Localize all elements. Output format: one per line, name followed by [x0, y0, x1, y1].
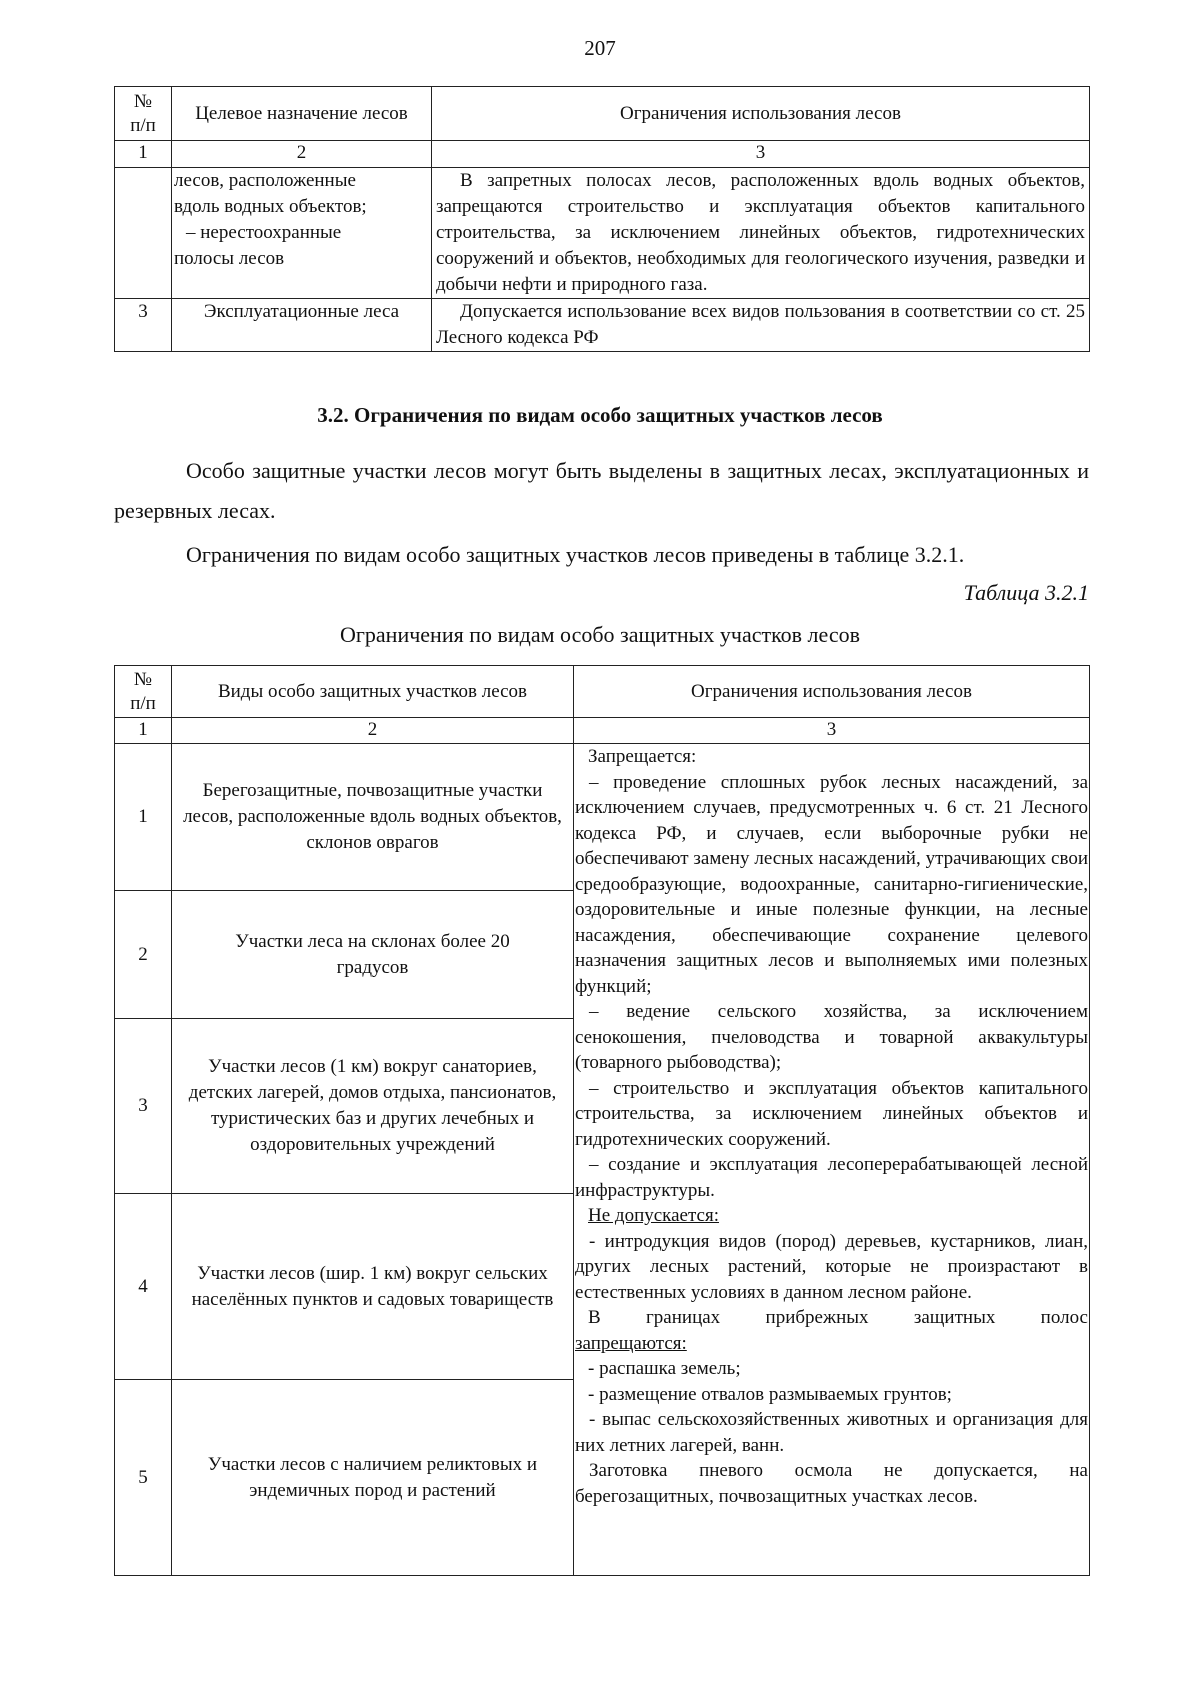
index-cell: 1	[115, 718, 172, 744]
purpose-line: лесов, расположенные	[174, 170, 356, 191]
row-restriction: В запретных полосах лесов, расположенных вдоль водных объектов, запрещаются строительство и эксплуатация объектов капитального строительства, за исключением линейных объектов, гидротехнических сооружений и объектов, необходимых для геологического изучения, разведки и добычи нефти и природного газа.	[432, 168, 1090, 299]
row-number: 4	[115, 1194, 172, 1380]
header-number: № п/п	[115, 666, 172, 718]
coastal-item: - распашка земель;	[588, 1358, 741, 1379]
table-row	[115, 168, 1090, 299]
row-restriction: Допускается использование всех видов пользования в соответствии со ст. 25 Лесного кодекса РФ	[432, 299, 1090, 352]
forbidden-title: Запрещается:	[588, 746, 697, 767]
page-number: 207	[584, 36, 616, 60]
closing-note: Заготовка пневого осмола не допускается, на берегозащитных, почвозащитных участках лесов.	[575, 1460, 1088, 1507]
row-number: 1	[115, 744, 172, 891]
table-row	[115, 744, 1090, 891]
paragraph: Ограничения по видам особо защитных участков лесов приведены в таблице 3.2.1.	[186, 542, 965, 567]
index-cell: 2	[172, 718, 574, 744]
table-row	[115, 299, 1090, 352]
index-cell: 2	[172, 141, 432, 168]
purpose-line: – нерестоохранные	[186, 222, 342, 243]
coastal-intro: В границах прибрежных защитных полос	[588, 1307, 1088, 1328]
forbidden-item: – создание и эксплуатация лесоперерабатывающей лесной инфраструктуры.	[575, 1154, 1088, 1201]
header-restrictions: Ограничения использования лесов	[432, 87, 1090, 141]
section-title: 3.2. Ограничения по видам особо защитных участков лесов	[317, 403, 883, 427]
index-cell: 3	[574, 718, 1090, 744]
forbidden-item: – строительство и эксплуатация объектов капитального строительства, за исключением линейных объектов и гидротехнических сооружений.	[575, 1077, 1088, 1150]
row-purpose	[172, 299, 432, 352]
header-area-type: Виды особо защитных участков лесов	[172, 666, 574, 718]
restrictions-cell	[574, 744, 1090, 1576]
forest-purpose-table	[114, 86, 1090, 352]
forbidden-item: – ведение сельского хозяйства, за исключением сенокошения, пчеловодства и товарной аквакультуры (товарного рыбоводства);	[575, 1001, 1088, 1073]
row-area-type: Участки лесов (шир. 1 км) вокруг сельских населённых пунктов и садовых товариществ	[172, 1194, 574, 1380]
protected-areas-table	[114, 665, 1090, 1576]
purpose-line: полосы лесов	[174, 248, 285, 269]
row-number: 3	[115, 299, 172, 352]
row-area-type: Участки леса на склонах более 20 градусов	[172, 891, 574, 1019]
column-index-row	[115, 718, 1090, 744]
row-number	[115, 168, 172, 299]
row-number: 3	[115, 1019, 172, 1194]
index-cell: 3	[432, 141, 1090, 168]
row-number: 5	[115, 1380, 172, 1576]
forbidden-item: – проведение сплошных рубок лесных насаждений, за исключением случаев, предусмотренных ч. 6 ст. 21 Лесного кодекса РФ, и случаев, если выборочные рубки не обеспечивают замену лесных насаждений, утрачивающих свои средообразующие, водоохранные, санитарно-гигиенические, оздоровительные и иные полезные функции, на лесные насаждения, обеспечивающие сохранение целевого назначения защитных лесов и выполняемых ими полезных функций;	[575, 771, 1088, 997]
paragraph: Особо защитные участки лесов могут быть выделены в защитных лесах, эксплуатационных и резервных лесах.	[114, 458, 1089, 523]
purpose-line: вдоль водных объектов;	[174, 196, 367, 217]
table-label: Таблица 3.2.1	[963, 580, 1089, 605]
purpose-line: Эксплуатационные леса	[203, 301, 400, 322]
coastal-title: запрещаются:	[575, 1332, 687, 1354]
not-allowed-item: - интродукция видов (пород) деревьев, кустарников, лиан, других лесных растений, которые не произрастают в естественных условиях в данном лесном районе.	[575, 1230, 1088, 1303]
coastal-item: - размещение отвалов размываемых грунтов;	[588, 1383, 952, 1405]
coastal-item: - выпас сельскохозяйственных животных и организация для них летних лагерей, ванн.	[575, 1409, 1088, 1456]
table-title: Ограничения по видам особо защитных участков лесов	[340, 622, 860, 647]
table-header-row	[115, 666, 1090, 718]
row-area-type: Участки лесов с наличием реликтовых и эндемичных пород и растений	[172, 1380, 574, 1576]
index-cell: 1	[115, 141, 172, 168]
header-restrictions: Ограничения использования лесов	[574, 666, 1090, 718]
table-header-row	[115, 87, 1090, 141]
column-index-row	[115, 141, 1090, 168]
row-area-type: Берегозащитные, почвозащитные участки лесов, расположенные вдоль водных объектов, склонов оврагов	[172, 744, 574, 891]
header-number: № п/п	[115, 87, 172, 141]
row-area-type: Участки лесов (1 км) вокруг санаториев, детских лагерей, домов отдыха, пансионатов, туристических баз и других лечебных и оздоровительных учреждений	[172, 1019, 574, 1194]
row-purpose	[172, 168, 432, 299]
not-allowed-title: Не допускается:	[588, 1205, 719, 1226]
row-number: 2	[115, 891, 172, 1019]
header-purpose: Целевое назначение лесов	[172, 87, 432, 141]
